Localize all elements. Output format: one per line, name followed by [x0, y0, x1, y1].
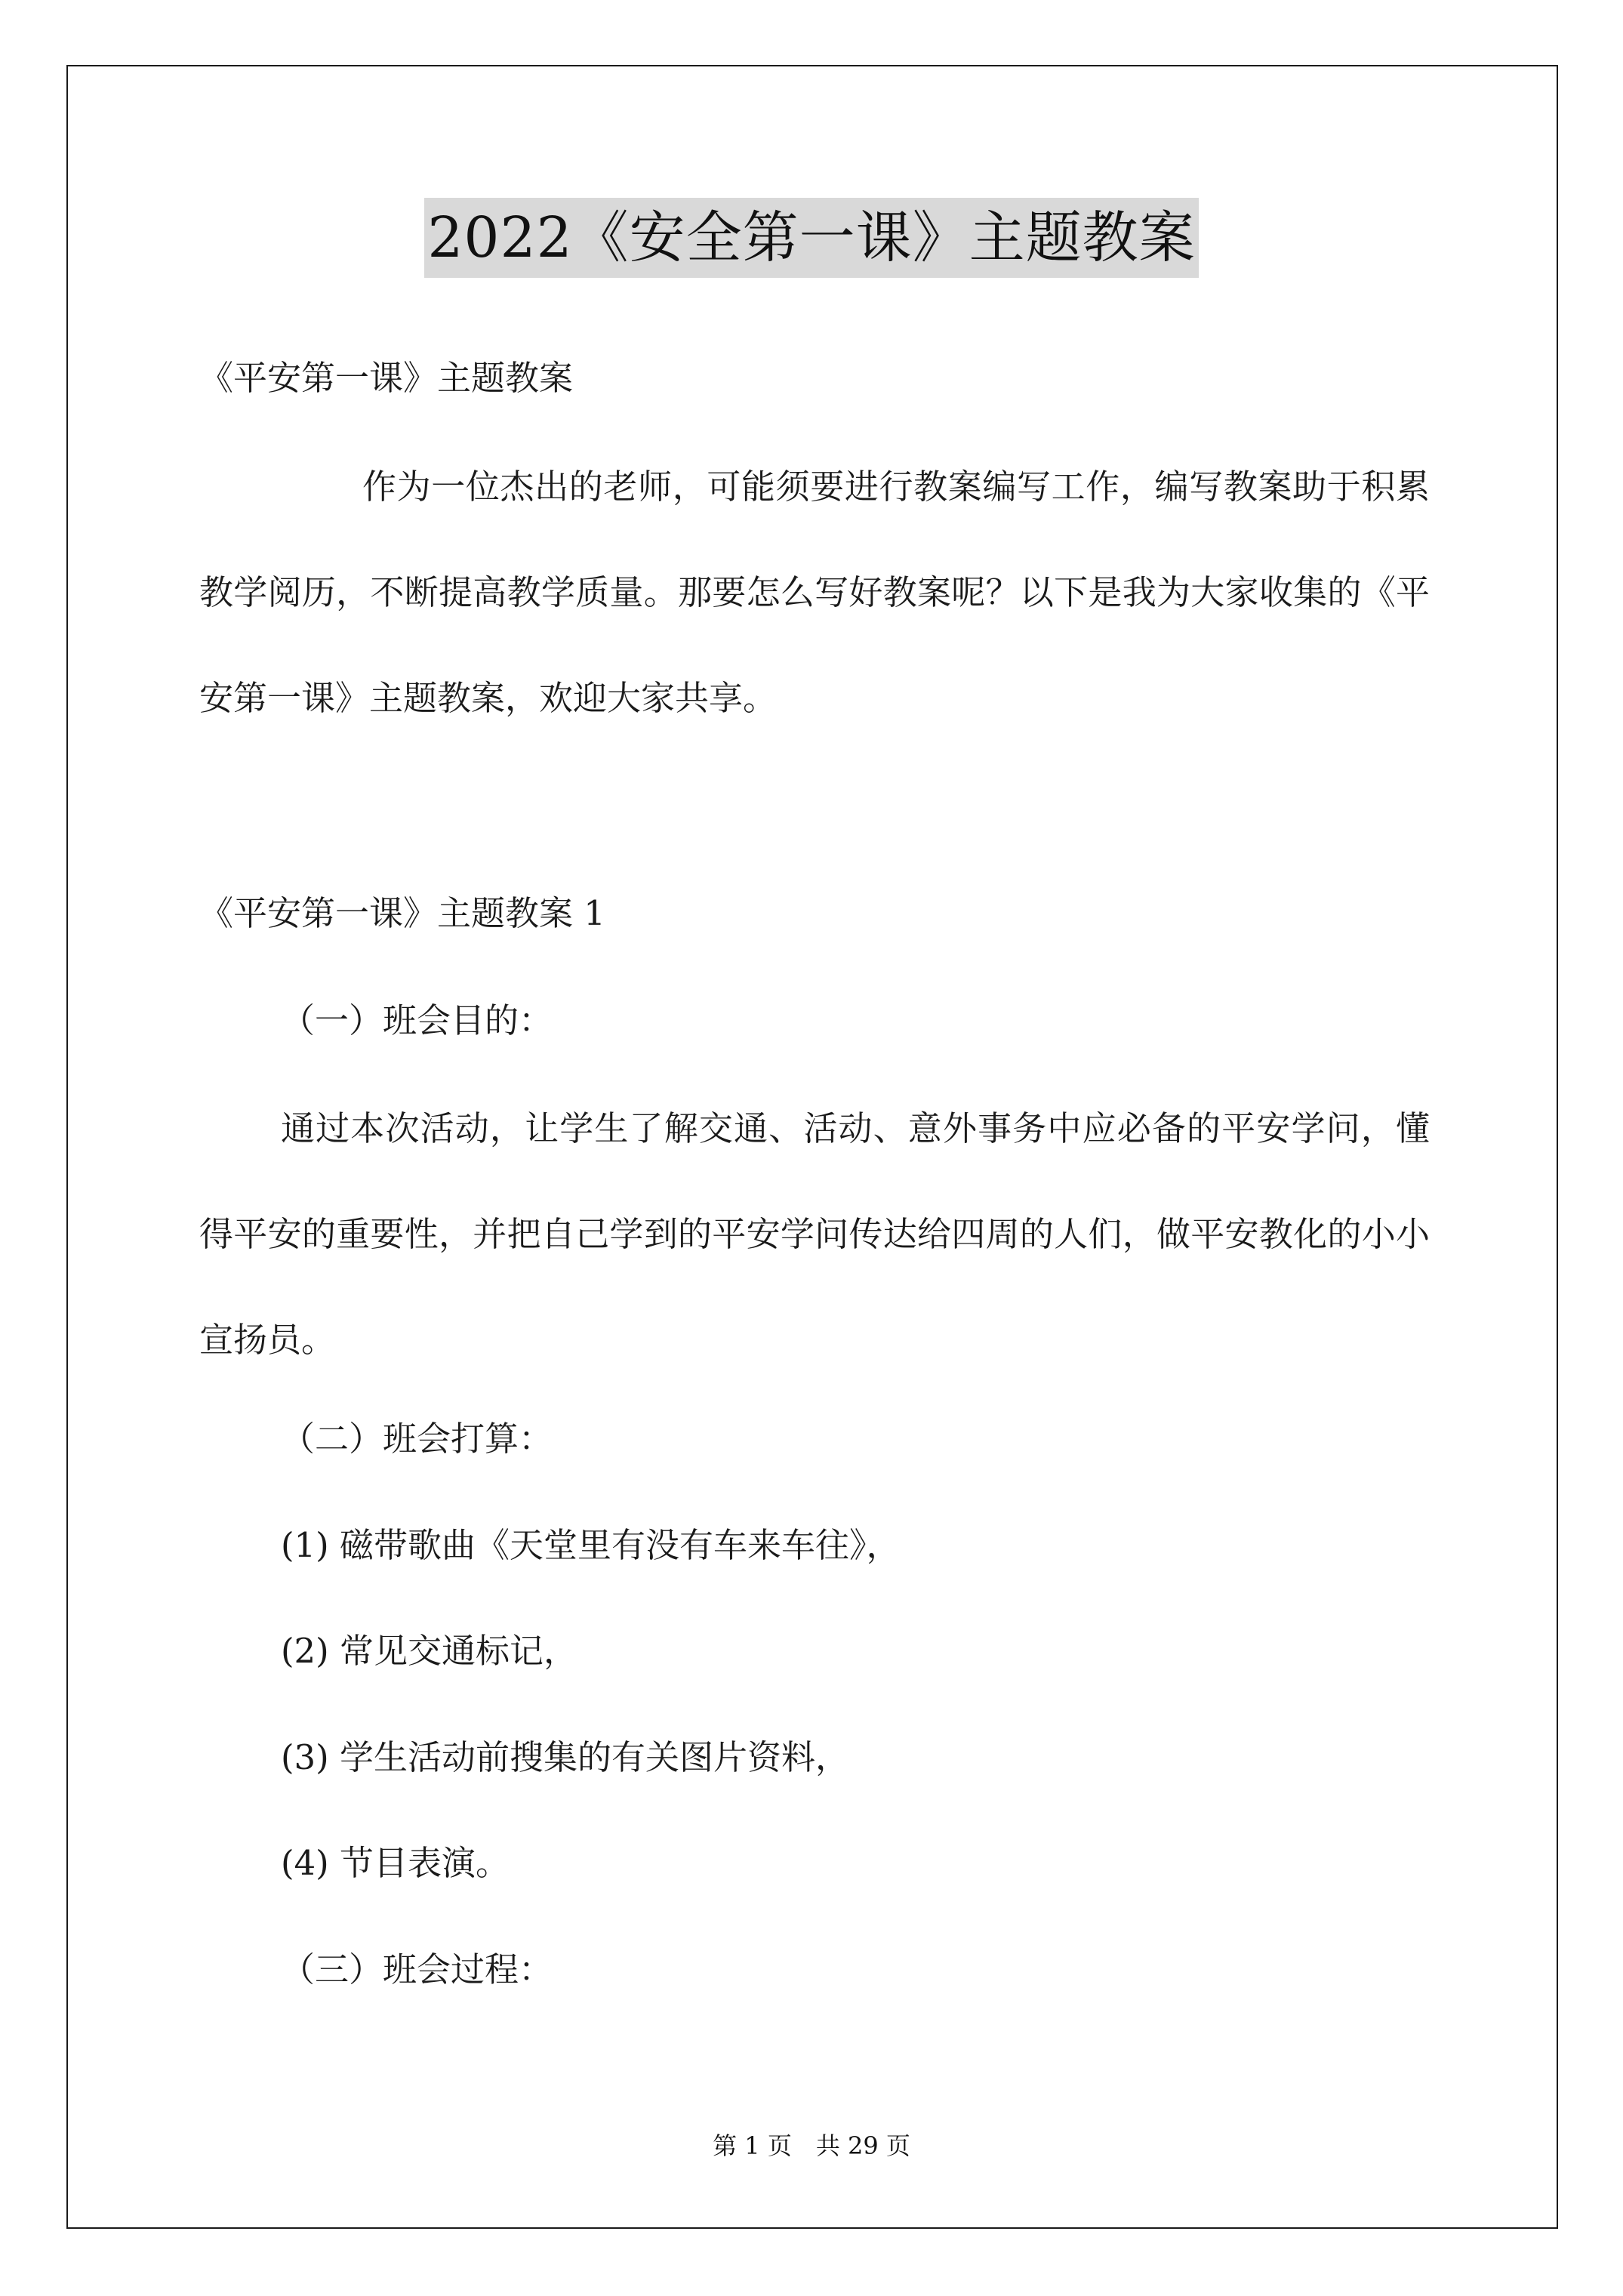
document-title: 2022《安全第一课》主题教案 [424, 198, 1198, 278]
purpose-paragraph: 通过本次活动，让学生了解交通、活动、意外事务中应必备的平安学问，懂得平安的重要性，并把自己学到的平安学问传达给四周的人们，做平安教化的小小宣扬员。 [199, 1108, 1430, 1360]
purpose-heading: （一）班会目的： [281, 1000, 553, 1040]
prepare-heading: （二）班会打算： [281, 1419, 553, 1459]
section-heading-1: 《平安第一课》主题教案 1 [199, 893, 605, 933]
prepare-item-1: (1) 磁带歌曲《天堂里有没有车来车往》， [281, 1525, 901, 1565]
title-container [0, 198, 1623, 278]
intro-paragraph: 作为一位杰出的老师，可能须要进行教案编写工作，编写教案助于积累教学阅历，不断提高教学质量。那要怎么写好教案呢？以下是我为大家收集的《平安第一课》主题教案，欢迎大家共享。 [199, 467, 1430, 718]
process-heading: （三）班会过程： [281, 1949, 553, 1989]
prepare-item-3: (3) 学生活动前搜集的有关图片资料， [281, 1737, 850, 1777]
page-footer: 第 1 页 共 29 页 [713, 2131, 910, 2160]
document-subtitle: 《平安第一课》主题教案 [199, 358, 574, 398]
prepare-item-4: (4) 节目表演。 [281, 1843, 510, 1883]
prepare-item-2: (2) 常见交通标记， [281, 1631, 578, 1671]
